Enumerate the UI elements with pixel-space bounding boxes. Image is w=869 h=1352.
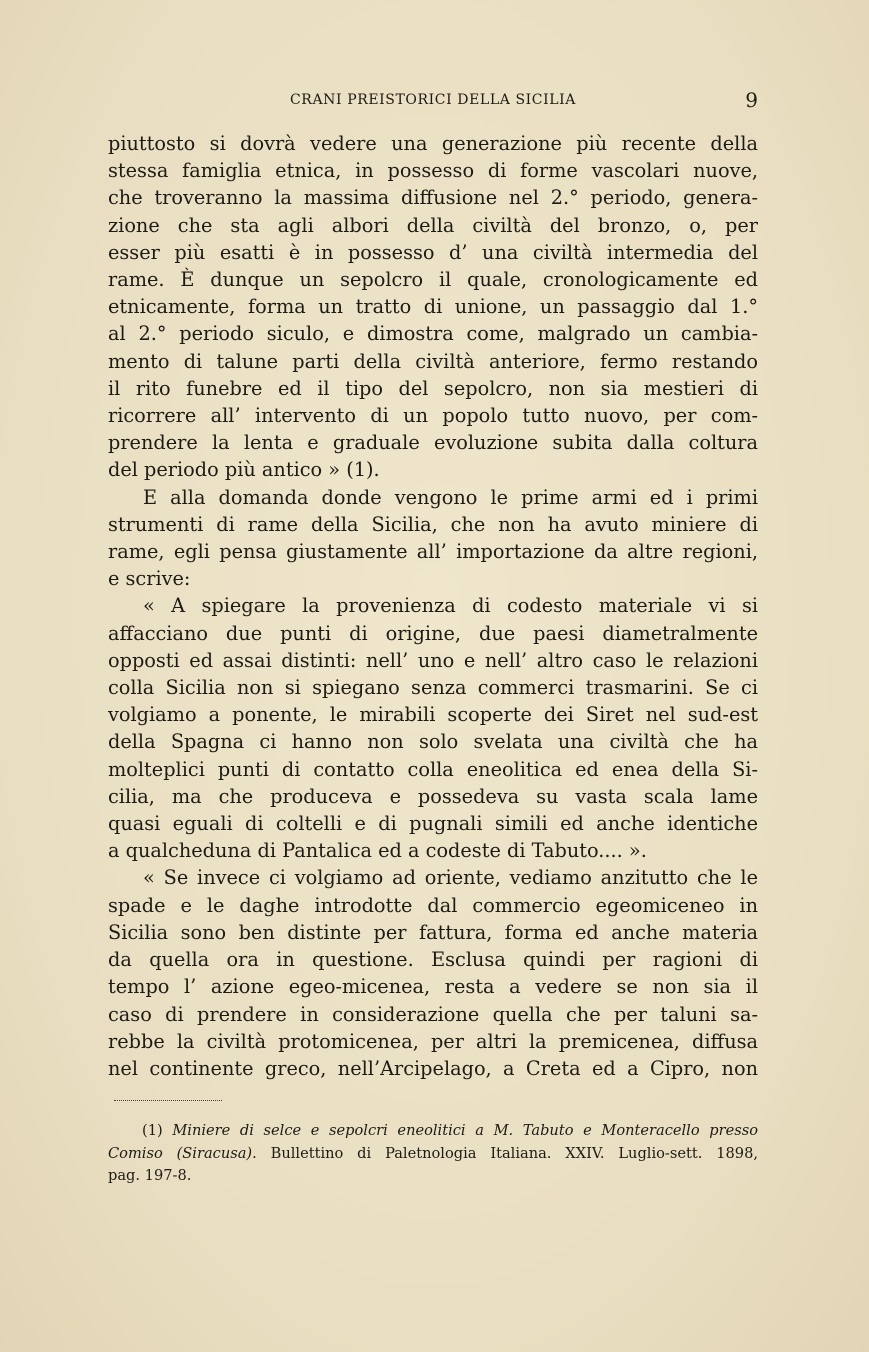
text-line: spade e le daghe introdotte dal commercio egeomiceneo in xyxy=(108,893,758,917)
footnote-citation: Bullettino di Paletnologia Italiana. XXIV. Luglio-sett. 1898, xyxy=(256,1144,758,1162)
text-line: che troveranno la massima diffusione nel 2.° periodo, genera- xyxy=(108,186,758,210)
text-line: molteplici punti di contatto colla eneolitica ed enea della Si- xyxy=(108,757,758,781)
text-line: rame. È dunque un sepolcro il quale, cronologicamente ed xyxy=(108,268,758,292)
text-line: esser più esatti è in possesso d’ una civiltà intermedia del xyxy=(108,240,758,264)
text-line: a qualcheduna di Pantalica ed a codeste di Tabuto.... ». xyxy=(108,839,647,863)
page-number: 9 xyxy=(745,88,758,112)
text-line: quasi eguali di coltelli e di pugnali simili ed anche identiche xyxy=(108,812,758,836)
text-line: « A spiegare la provenienza di codesto materiale vi si xyxy=(143,594,758,618)
text-line: piuttosto si dovrà vedere una generazione più recente della xyxy=(108,132,758,155)
page-header xyxy=(108,88,758,116)
footnote-line xyxy=(108,1120,758,1143)
footnote-line: pag. 197-8. xyxy=(108,1167,192,1184)
footnote-marker: (1) xyxy=(142,1122,163,1139)
text-line: caso di prendere in considerazione quella che per taluni sa- xyxy=(108,1002,758,1026)
text-line: E alla domanda donde vengono le prime armi ed i primi xyxy=(143,485,758,509)
text-line: e scrive: xyxy=(108,567,191,591)
text-line: rebbe la civiltà protomicenea, per altri la premicenea, diffusa xyxy=(108,1029,758,1053)
text-line: del periodo più antico » (1). xyxy=(108,458,380,482)
footnote xyxy=(108,1120,758,1188)
text-line: zione che sta agli albori della civiltà del bronzo, o, per xyxy=(108,213,758,237)
text-line: prendere la lenta e graduale evoluzione subita dalla coltura xyxy=(108,431,758,455)
text-line: rame, egli pensa giustamente all’ importazione da altre regioni, xyxy=(108,540,758,564)
text-line: opposti ed assai distinti: nell’ uno e nell’ altro caso le relazioni xyxy=(108,648,758,672)
text-line: etnicamente, forma un tratto di unione, un passaggio dal 1.° xyxy=(108,295,758,319)
text-line: tempo l’ azione egeo-micenea, resta a vedere se non sia il xyxy=(108,975,758,999)
text-line: cilia, ma che produceva e possedeva su vasta scala lame xyxy=(108,784,758,808)
body-text xyxy=(108,130,758,1082)
text-line: Sicilia sono ben distinte per fattura, forma ed anche materia xyxy=(108,920,758,944)
text-line: da quella ora in questione. Esclusa quindi per ragioni di xyxy=(108,948,758,972)
footnote-divider xyxy=(114,1100,222,1101)
text-line: al 2.° periodo siculo, e dimostra come, malgrado un cambia- xyxy=(108,322,758,346)
running-title: CRANI PREISTORICI DELLA SICILIA xyxy=(290,92,576,108)
text-line: affacciano due punti di origine, due paesi diametralmente xyxy=(108,621,758,645)
text-line: ricorrere all’ intervento di un popolo tutto nuovo, per com- xyxy=(108,404,758,428)
text-line: « Se invece ci volgiamo ad oriente, vediamo anzitutto che le xyxy=(143,866,758,890)
text-line: della Spagna ci hanno non solo svelata una civiltà che ha xyxy=(108,730,758,754)
text-line: il rito funebre ed il tipo del sepolcro, non sia mestieri di xyxy=(108,376,758,400)
text-line: volgiamo a ponente, le mirabili scoperte dei Siret nel sud-est xyxy=(108,703,758,727)
text-line: colla Sicilia non si spiegano senza commerci trasmarini. Se ci xyxy=(108,676,758,700)
text-line: nel continente greco, nell’Arcipelago, a Creta ed a Cipro, non xyxy=(108,1056,758,1080)
footnote-title: Miniere di selce e sepolcri eneolitici a M. Tabuto e Monteracello presso xyxy=(172,1122,758,1139)
text-line: stessa famiglia etnica, in possesso di forme vascolari nuove, xyxy=(108,159,758,183)
text-line: mento di talune parti della civiltà anteriore, fermo restando xyxy=(108,349,758,373)
text-line: strumenti di rame della Sicilia, che non ha avuto miniere di xyxy=(108,512,758,536)
footnote-line xyxy=(108,1143,758,1166)
footnote-title-end: Comiso (Siracusa). xyxy=(108,1144,257,1162)
